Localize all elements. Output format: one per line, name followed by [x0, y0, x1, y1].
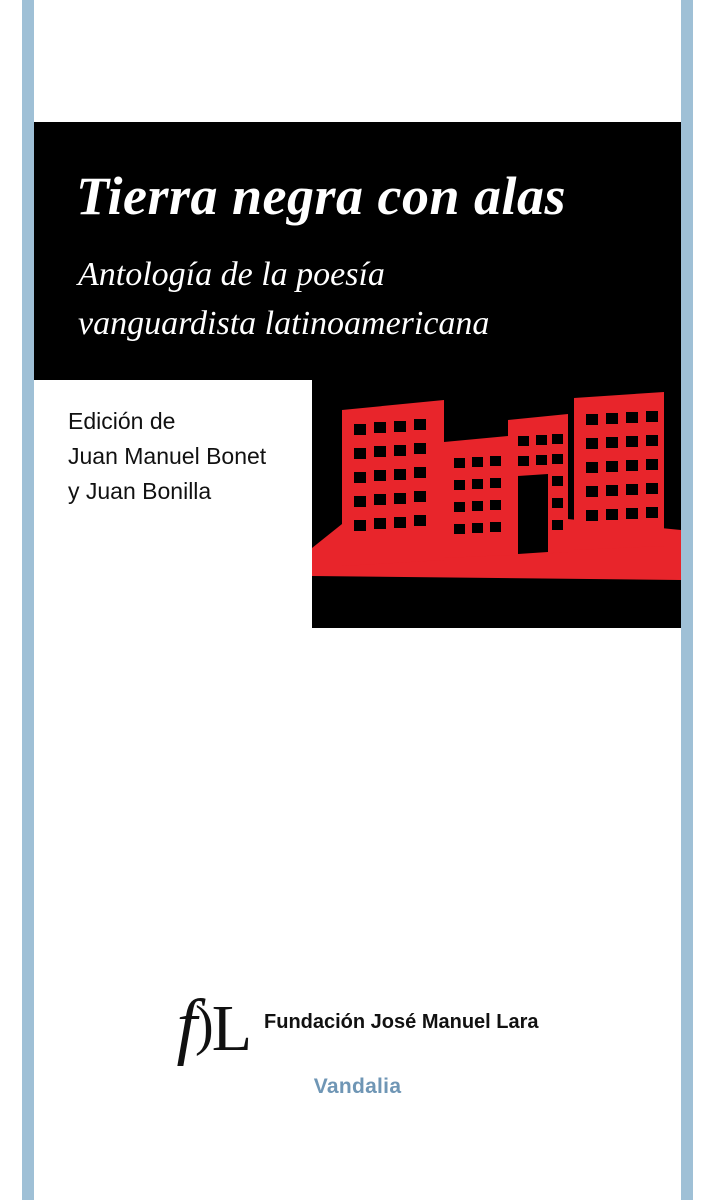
subtitle-line-2: vanguardista latinoamericana — [78, 305, 490, 343]
logo-l: L — [211, 992, 251, 1065]
publisher-name: Fundación José Manuel Lara — [264, 1010, 539, 1033]
logo-f: f — [176, 985, 196, 1067]
red-buildings-artwork — [312, 380, 681, 628]
page-title: Tierra negra con alas — [76, 166, 567, 226]
subtitle — [78, 250, 658, 349]
title-block — [34, 122, 681, 380]
publisher-logo-row — [0, 985, 715, 1067]
logo-paren: ) — [195, 995, 212, 1057]
collection-name: Vandalia — [313, 1075, 402, 1098]
subtitle-line-1: Antología de la poesía — [78, 256, 385, 293]
cover-illustration — [312, 380, 681, 628]
publisher-block — [0, 985, 715, 1099]
fundacion-lara-logo-icon — [176, 985, 251, 1067]
editors-line-2: Juan Manuel Bonet — [68, 442, 267, 469]
editors-credit — [68, 404, 328, 509]
editors-line-3: y Juan Bonilla — [68, 477, 212, 504]
editors-line-1: Edición de — [68, 408, 176, 434]
